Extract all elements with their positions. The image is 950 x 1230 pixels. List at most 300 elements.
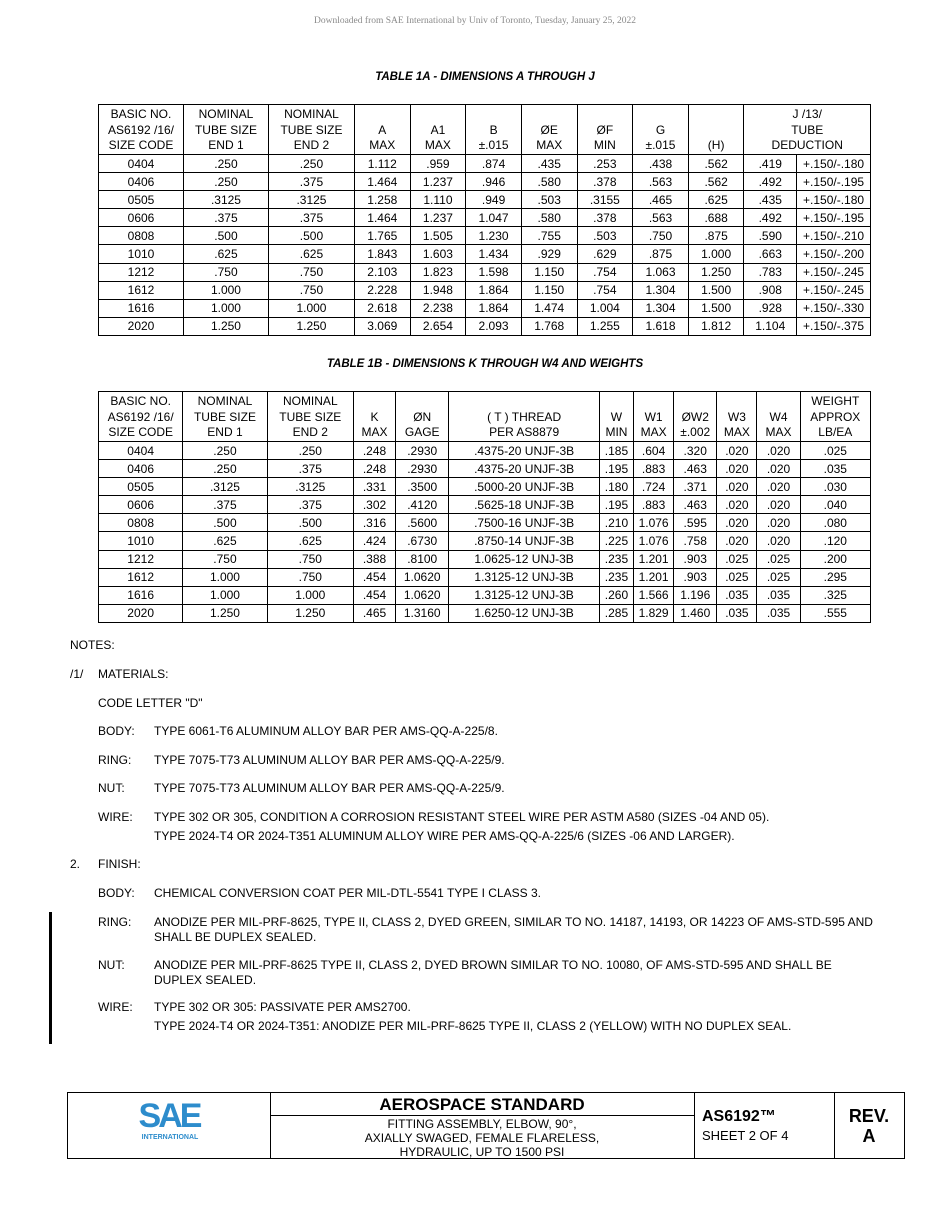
table-cell: .590	[744, 227, 797, 245]
table-cell: .625	[268, 245, 354, 263]
table-cell: 1.150	[521, 263, 577, 281]
table-cell: .3125	[183, 478, 267, 496]
table-cell: 2.093	[466, 317, 522, 335]
table-cell: .375	[268, 209, 354, 227]
column-header-line: ØW2	[681, 409, 709, 424]
table-cell: .375	[268, 173, 354, 191]
column-header-line: TUBE SIZE	[193, 409, 256, 424]
column-header	[99, 105, 184, 155]
table-cell: .3125	[268, 191, 354, 209]
column-header-line: END 2	[292, 425, 328, 440]
table-cell: 1.948	[410, 281, 466, 299]
column-header-line: W3	[727, 409, 746, 424]
table-cell: .388	[353, 550, 395, 568]
table-cell: .929	[521, 245, 577, 263]
table-cell: .500	[268, 227, 354, 245]
column-header	[688, 105, 744, 155]
table-cell: 1212	[99, 263, 184, 281]
table-cell: +.150/-.180	[797, 191, 871, 209]
column-header	[99, 392, 183, 442]
table-cell: .465	[353, 604, 395, 622]
column-header	[744, 105, 871, 155]
table-cell: 1.864	[466, 299, 522, 317]
table-row	[99, 281, 871, 299]
table-cell: 1.112	[354, 155, 410, 173]
table-cell: 2.103	[354, 263, 410, 281]
table-cell: 1.0625-12 UNJ-3B	[449, 550, 600, 568]
table-cell: .020	[717, 460, 757, 478]
table-cell: .750	[267, 568, 353, 586]
table-cell: .040	[800, 496, 870, 514]
finish-wire-label: WIRE:	[98, 1000, 133, 1014]
table-cell: 1.603	[410, 245, 466, 263]
download-watermark: Downloaded from SAE International by Univ of Toronto, Tuesday, January 25, 2022	[313, 16, 637, 26]
table-cell: .946	[466, 173, 522, 191]
table-cell: .875	[633, 245, 689, 263]
table-cell: .020	[717, 532, 757, 550]
table-cell: .758	[674, 532, 717, 550]
table-cell: .500	[267, 514, 353, 532]
table-cell: .629	[577, 245, 633, 263]
column-header-line: MAX	[723, 425, 750, 440]
material-body-text: TYPE 6061-T6 ALUMINUM ALLOY BAR PER AMS-QQ-A-225/8.	[154, 724, 498, 738]
table-cell: 1.230	[466, 227, 522, 245]
table-cell: 0606	[99, 209, 184, 227]
table-cell: 1.076	[634, 514, 674, 532]
table-cell: .424	[353, 532, 395, 550]
table-cell: .375	[267, 460, 353, 478]
column-header	[634, 392, 674, 442]
table-cell: .783	[744, 263, 797, 281]
table-cell: .465	[633, 191, 689, 209]
note-2-number: 2.	[70, 857, 81, 871]
table-cell: 1616	[99, 586, 183, 604]
note-1-title: MATERIALS:	[98, 667, 169, 681]
table-cell: .250	[183, 442, 267, 460]
table-cell: 2.238	[410, 299, 466, 317]
column-header-line: ØF	[596, 122, 614, 137]
column-header-line: W4	[769, 409, 788, 424]
table-cell: 2.654	[410, 317, 466, 335]
column-header	[396, 392, 449, 442]
finish-ring-label: RING:	[98, 915, 132, 929]
table-cell: .035	[717, 604, 757, 622]
table-row	[99, 568, 871, 586]
column-header-line: NOMINAL	[197, 393, 253, 408]
table-row	[99, 532, 871, 550]
table-1b	[98, 391, 871, 623]
table-cell: .120	[800, 532, 870, 550]
table-cell: 1212	[99, 550, 183, 568]
table-cell: 1.474	[521, 299, 577, 317]
table-cell: .438	[633, 155, 689, 173]
part-description-line-1: FITTING ASSEMBLY, ELBOW, 90°,	[387, 1117, 577, 1131]
table-row	[99, 586, 871, 604]
table-cell: 1.063	[633, 263, 689, 281]
table-cell: .250	[267, 442, 353, 460]
column-header-line: K	[370, 409, 379, 424]
table-cell: .750	[267, 550, 353, 568]
column-header	[674, 392, 717, 442]
column-header-line: MAX	[361, 425, 388, 440]
table-cell: .020	[757, 532, 800, 550]
table-cell: .248	[353, 460, 395, 478]
column-header-line: W	[610, 409, 623, 424]
table-cell: 1612	[99, 281, 184, 299]
table-1a	[98, 104, 871, 336]
material-nut-label: NUT:	[98, 781, 125, 795]
column-header-line: ØE	[540, 122, 558, 137]
table-cell: .454	[353, 586, 395, 604]
table-cell: .025	[717, 568, 757, 586]
table-cell: 1.110	[410, 191, 466, 209]
column-header-line: NOMINAL	[284, 106, 339, 121]
table-cell: 1.464	[354, 173, 410, 191]
table-cell: .030	[800, 478, 870, 496]
table-cell: .928	[744, 299, 797, 317]
table-cell: .750	[633, 227, 689, 245]
table-cell: 1.250	[183, 604, 267, 622]
table-cell: .025	[800, 442, 870, 460]
table-cell: .3125	[267, 478, 353, 496]
table-cell: 1.768	[521, 317, 577, 335]
table-cell: 0808	[99, 227, 184, 245]
column-header-line: PER AS8879	[489, 425, 560, 440]
material-nut-text: TYPE 7075-T73 ALUMINUM ALLOY BAR PER AMS-QQ-A-225/9.	[154, 781, 505, 795]
column-header-line: AS6192 /16/	[107, 409, 174, 424]
table-cell: 0606	[99, 496, 183, 514]
table-cell: .2930	[396, 442, 449, 460]
table-cell: 1.000	[268, 299, 354, 317]
finish-body-label: BODY:	[98, 886, 135, 900]
column-header-line: MAX	[765, 425, 792, 440]
table-cell: +.150/-.245	[797, 281, 871, 299]
table-cell: .035	[757, 586, 800, 604]
column-header-line: WEIGHT	[811, 393, 860, 408]
column-header-line: NOMINAL	[282, 393, 338, 408]
table-cell: .555	[800, 604, 870, 622]
table-cell: 1.104	[744, 317, 797, 335]
table-cell: 1.3125-12 UNJ-3B	[449, 586, 600, 604]
table-row	[99, 209, 871, 227]
table-cell: .3125	[183, 191, 268, 209]
table-cell: .195	[599, 496, 633, 514]
table-cell: .4120	[396, 496, 449, 514]
table-row	[99, 478, 871, 496]
table-cell: .883	[634, 460, 674, 478]
table-cell: 0404	[99, 155, 184, 173]
table-cell: .250	[183, 173, 268, 191]
finish-nut-text: ANODIZE PER MIL-PRF-8625 TYPE II, CLASS 2, DYED BROWN SIMILAR TO NO. 10080, OF AMS-STD-595 AND SHALL BE DUPLEX SEALED.	[154, 958, 832, 987]
table-cell: 1.0620	[396, 568, 449, 586]
column-header-line: END 1	[207, 425, 243, 440]
table-cell: .375	[183, 496, 267, 514]
table-cell: .185	[599, 442, 633, 460]
table-row	[99, 496, 871, 514]
table-cell: 1.6250-12 UNJ-3B	[449, 604, 600, 622]
table-cell: 1.460	[674, 604, 717, 622]
table-cell: .285	[599, 604, 633, 622]
table-cell: .250	[183, 155, 268, 173]
table-cell: .949	[466, 191, 522, 209]
table-cell: .492	[744, 173, 797, 191]
column-header-line: BASIC NO.	[110, 106, 172, 121]
table-1b-title: TABLE 1B - DIMENSIONS K THROUGH W4 AND WEIGHTS	[326, 358, 644, 370]
table-cell: .7500-16 UNJF-3B	[449, 514, 600, 532]
table-row	[99, 460, 871, 478]
table-cell: 1.3160	[396, 604, 449, 622]
sae-logo-letters: SAE	[138, 1097, 200, 1135]
column-header-line: SIZE CODE	[108, 425, 173, 440]
column-header-line: END 2	[293, 138, 330, 153]
table-cell: 1.304	[633, 299, 689, 317]
sae-logo	[68, 1093, 271, 1158]
table-cell: 1612	[99, 568, 183, 586]
part-description	[270, 1117, 694, 1159]
table-cell: 1.843	[354, 245, 410, 263]
table-cell: 0808	[99, 514, 183, 532]
column-header-line: TUBE SIZE	[194, 122, 257, 137]
table-cell: .562	[688, 173, 744, 191]
table-cell: 1.829	[634, 604, 674, 622]
table-cell: .435	[744, 191, 797, 209]
column-header-line: MAX	[640, 425, 667, 440]
table-cell: .492	[744, 209, 797, 227]
table-cell: .2930	[396, 460, 449, 478]
part-description-line-3: HYDRAULIC, UP TO 1500 PSI	[399, 1145, 565, 1159]
table-cell: .755	[521, 227, 577, 245]
table-cell: .375	[183, 209, 268, 227]
table-row	[99, 514, 871, 532]
column-header	[183, 392, 267, 442]
table-cell: .6730	[396, 532, 449, 550]
column-header-line: B	[489, 122, 498, 137]
column-header	[268, 105, 354, 155]
table-cell: 1.500	[688, 299, 744, 317]
table-cell: 1616	[99, 299, 184, 317]
table-cell: 1.000	[183, 568, 267, 586]
table-cell: .5625-18 UNJF-3B	[449, 496, 600, 514]
table-cell: .908	[744, 281, 797, 299]
material-wire-label: WIRE:	[98, 810, 133, 824]
table-cell: 1010	[99, 532, 183, 550]
table-cell: .503	[577, 227, 633, 245]
table-cell: .375	[267, 496, 353, 514]
column-header	[633, 105, 689, 155]
column-header-line: ±.002	[680, 425, 711, 440]
table-cell: .020	[717, 496, 757, 514]
table-cell: .020	[757, 442, 800, 460]
table-cell: 1.196	[674, 586, 717, 604]
table-cell: .325	[800, 586, 870, 604]
column-header	[410, 105, 466, 155]
table-cell: .316	[353, 514, 395, 532]
table-cell: .454	[353, 568, 395, 586]
revision-label: REV.	[848, 1106, 890, 1126]
table-row	[99, 317, 871, 335]
table-cell: .503	[521, 191, 577, 209]
column-header	[599, 392, 633, 442]
finish-wire-text-1: TYPE 302 OR 305: PASSIVATE PER AMS2700.	[154, 1000, 411, 1014]
material-ring-text: TYPE 7075-T73 ALUMINUM ALLOY BAR PER AMS-QQ-A-225/9.	[154, 753, 505, 767]
table-cell: .754	[577, 263, 633, 281]
table-row	[99, 263, 871, 281]
table-row	[99, 227, 871, 245]
column-header-line: MAX	[424, 138, 451, 153]
table-cell: .874	[466, 155, 522, 173]
column-header-line: ( T ) THREAD	[487, 409, 562, 424]
material-wire-text-1: TYPE 302 OR 305, CONDITION A CORROSION RESISTANT STEEL WIRE PER ASTM A580 (SIZES -04 AND 05).	[154, 810, 770, 824]
column-header-line: MAX	[369, 138, 396, 153]
column-header	[267, 392, 353, 442]
table-cell: +.150/-.200	[797, 245, 871, 263]
table-cell: .035	[800, 460, 870, 478]
table-cell: .419	[744, 155, 797, 173]
sae-logo-subtitle: INTERNATIONAL	[141, 1134, 199, 1141]
column-header-line: LB/EA	[818, 425, 853, 440]
table-cell: 1.464	[354, 209, 410, 227]
table-cell: .463	[674, 460, 717, 478]
table-cell: 0505	[99, 191, 184, 209]
table-cell: .563	[633, 209, 689, 227]
revision-box	[834, 1093, 904, 1158]
table-cell: .500	[183, 514, 267, 532]
table-cell: .025	[717, 550, 757, 568]
column-header	[353, 392, 395, 442]
column-header-line: ±.015	[478, 138, 509, 153]
table-cell: 1.004	[577, 299, 633, 317]
table-cell: 1.000	[183, 586, 267, 604]
table-cell: .883	[634, 496, 674, 514]
table-cell: .378	[577, 209, 633, 227]
table-cell: .750	[183, 263, 268, 281]
column-header	[354, 105, 410, 155]
table-cell: .625	[688, 191, 744, 209]
table-cell: .235	[599, 568, 633, 586]
column-header	[183, 105, 268, 155]
table-cell: 0505	[99, 478, 183, 496]
column-header-line: W1	[644, 409, 663, 424]
table-row	[99, 604, 871, 622]
sheet-number: SHEET 2 OF 4	[702, 1128, 789, 1143]
column-header-line: TUBE SIZE	[280, 122, 343, 137]
table-cell: .331	[353, 478, 395, 496]
table-cell: 1010	[99, 245, 184, 263]
column-header-line: G	[655, 122, 666, 137]
table-cell: 1.618	[633, 317, 689, 335]
column-header-line: A1	[430, 122, 446, 137]
table-cell: .302	[353, 496, 395, 514]
table-cell: .248	[353, 442, 395, 460]
table-cell: .435	[521, 155, 577, 173]
table-cell: .035	[757, 604, 800, 622]
column-header-line: ±.015	[645, 138, 676, 153]
title-block	[67, 1092, 905, 1159]
table-cell: .754	[577, 281, 633, 299]
table-cell: .875	[688, 227, 744, 245]
table-cell: .4375-20 UNJF-3B	[449, 442, 600, 460]
table-cell: .020	[757, 478, 800, 496]
table-cell: .260	[599, 586, 633, 604]
table-cell: +.150/-.195	[797, 209, 871, 227]
finish-body-text: CHEMICAL CONVERSION COAT PER MIL-DTL-5541 TYPE I CLASS 3.	[154, 886, 541, 900]
table-cell: 1.000	[688, 245, 744, 263]
column-header-line: (H)	[707, 138, 725, 153]
table-cell: .750	[183, 550, 267, 568]
table-cell: .250	[268, 155, 354, 173]
table-cell: 2020	[99, 317, 184, 335]
table-cell: 3.069	[354, 317, 410, 335]
table-cell: .959	[410, 155, 466, 173]
table-cell: .180	[599, 478, 633, 496]
material-body-label: BODY:	[98, 724, 135, 738]
table-cell: 1.250	[688, 263, 744, 281]
part-description-line-2: AXIALLY SWAGED, FEMALE FLARELESS,	[364, 1131, 600, 1145]
table-cell: .903	[674, 568, 717, 586]
column-header-line: DEDUCTION	[771, 138, 843, 153]
table-cell: .225	[599, 532, 633, 550]
table-cell: .025	[757, 550, 800, 568]
code-letter: CODE LETTER "D"	[98, 696, 203, 710]
table-cell: 1.765	[354, 227, 410, 245]
table-cell: .210	[599, 514, 633, 532]
column-header-line: AS6192 /16/	[107, 122, 175, 137]
table-cell: .8750-14 UNJF-3B	[449, 532, 600, 550]
table-cell: .625	[267, 532, 353, 550]
table-cell: .080	[800, 514, 870, 532]
note-2-title: FINISH:	[98, 857, 141, 871]
table-cell: 1.250	[267, 604, 353, 622]
table-cell: 2.228	[354, 281, 410, 299]
column-header-line: BASIC NO.	[110, 393, 171, 408]
table-cell: .195	[599, 460, 633, 478]
column-header-line: A	[378, 122, 387, 137]
table-cell: .625	[183, 532, 267, 550]
table-cell: .562	[688, 155, 744, 173]
table-cell: .463	[674, 496, 717, 514]
column-header	[521, 105, 577, 155]
table-cell: .688	[688, 209, 744, 227]
column-header-line: MIN	[593, 138, 616, 153]
revision-change-bar	[49, 912, 52, 1044]
column-header	[757, 392, 800, 442]
table-cell: .020	[757, 460, 800, 478]
table-cell: 1.150	[521, 281, 577, 299]
finish-ring-text: ANODIZE PER MIL-PRF-8625, TYPE II, CLASS 2, DYED GREEN, SIMILAR TO NO. 14187, 14193, OR 14223 OF AMS-STD-595 AND SHALL BE DUPLEX SEALED.	[154, 915, 873, 944]
table-cell: .8100	[396, 550, 449, 568]
material-ring-label: RING:	[98, 753, 132, 767]
table-cell: .250	[183, 460, 267, 478]
table-cell: +.150/-.210	[797, 227, 871, 245]
table-row	[99, 442, 871, 460]
table-cell: 1.434	[466, 245, 522, 263]
column-header-line: J /13/	[792, 106, 822, 121]
table-cell: 0404	[99, 442, 183, 460]
document-number: AS6192™	[702, 1108, 776, 1125]
table-cell: .295	[800, 568, 870, 586]
table-cell: 1.250	[268, 317, 354, 335]
material-wire-text-2: TYPE 2024-T4 OR 2024-T351 ALUMINUM ALLOY WIRE PER AMS-QQ-A-225/6 (SIZES -06 AND LARGER).	[154, 829, 735, 843]
table-cell: .320	[674, 442, 717, 460]
table-cell: .020	[717, 514, 757, 532]
finish-nut-label: NUT:	[98, 958, 125, 972]
table-cell: .3500	[396, 478, 449, 496]
table-row	[99, 245, 871, 263]
table-cell: +.150/-.195	[797, 173, 871, 191]
table-row	[99, 155, 871, 173]
table-cell: .020	[717, 478, 757, 496]
table-cell: 1.598	[466, 263, 522, 281]
